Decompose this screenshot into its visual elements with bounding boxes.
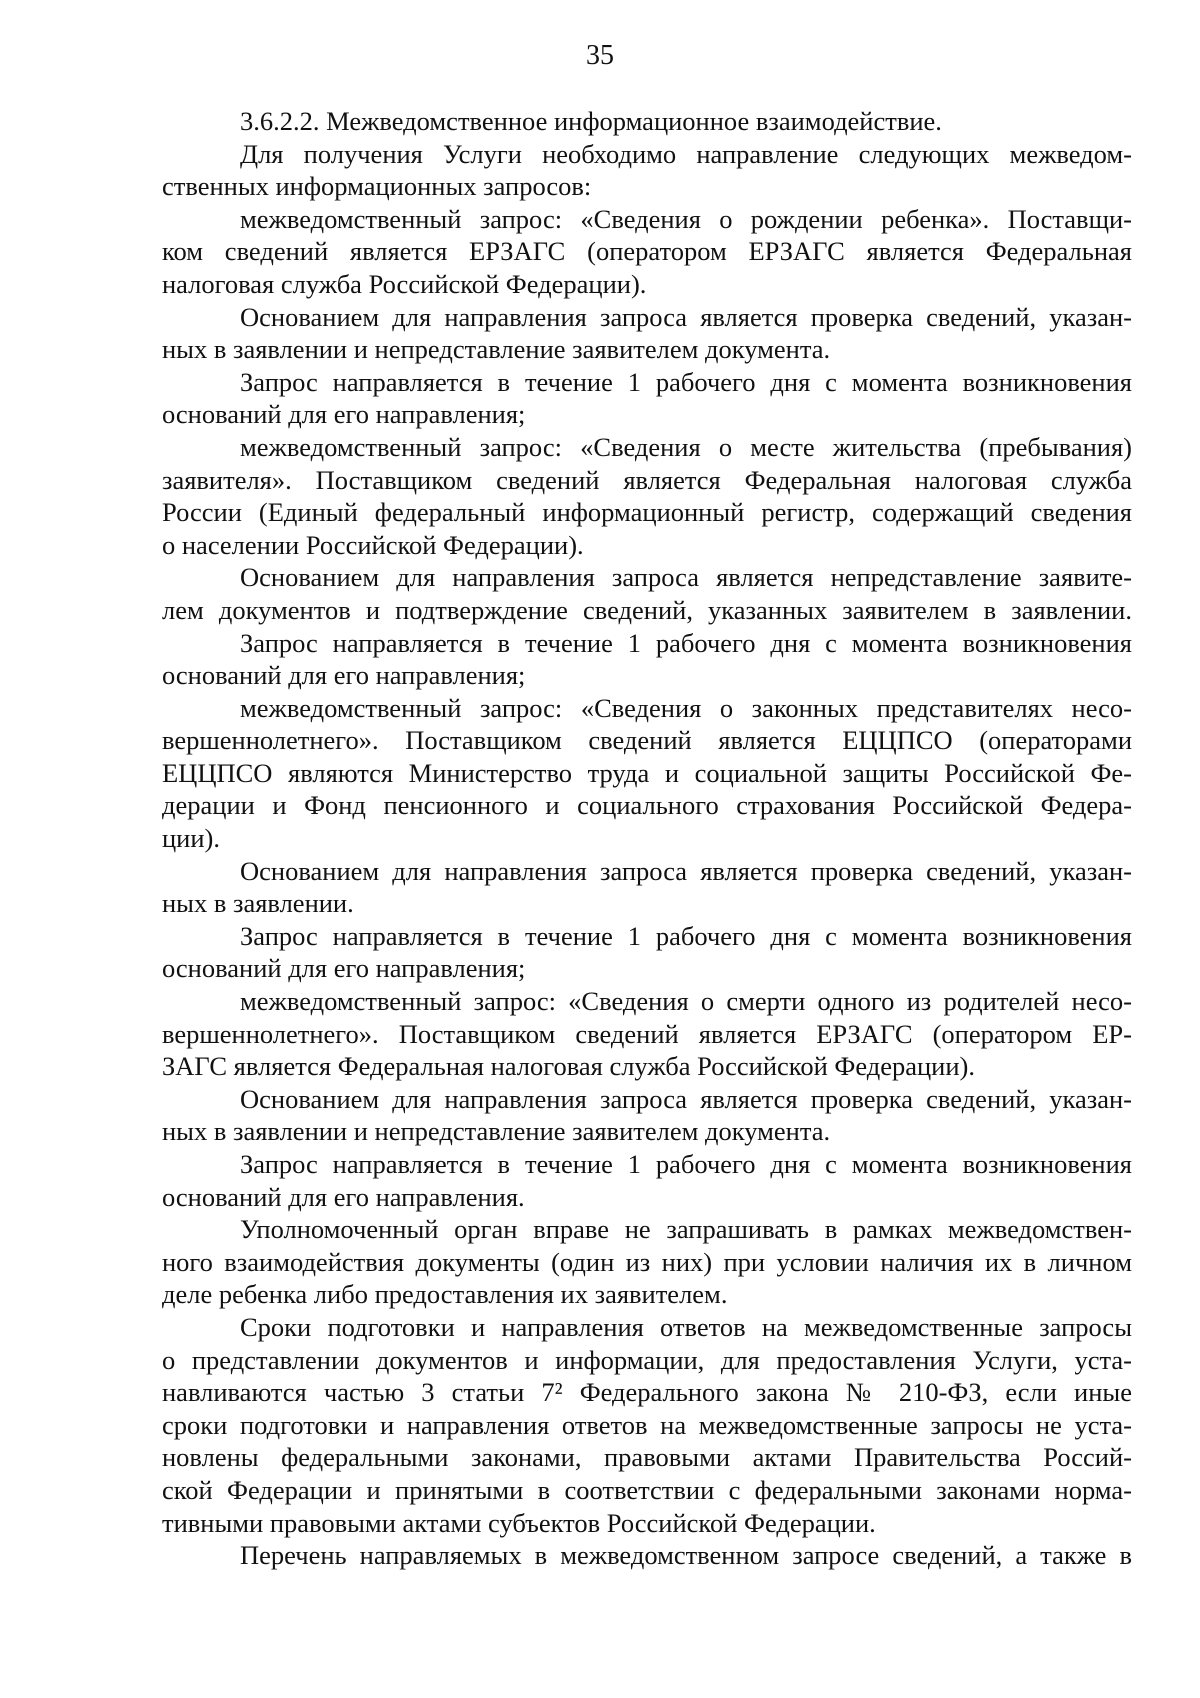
text-line: деле ребенка либо предоставления их заявителем.: [162, 1279, 728, 1310]
text-line: навливаются частью 3 статьи 7² Федерального закона № 210-ФЗ, если иные: [162, 1377, 1132, 1408]
text-line: Запрос направляется в течение 1 рабочего дня с момента возникновения: [240, 366, 1132, 397]
text-line: Сроки подготовки и направления ответов на межведомственные запросы: [240, 1311, 1132, 1342]
text-line: сроки подготовки и направления ответов на межведомственные запросы не уста-: [162, 1409, 1132, 1440]
text-line: ЕЦЦПСО являются Министерство труда и социальной защиты Российской Фе-: [162, 757, 1132, 788]
page-number: 35: [586, 40, 614, 71]
text-line: России (Единый федеральный информационный регистр, содержащий сведения: [162, 497, 1132, 528]
text-line: дерации и Фонд пенсионного и социального страхования Российской Федера-: [162, 790, 1132, 821]
text-line: Уполномоченный орган вправе не запрашивать в рамках межведомствен-: [240, 1214, 1132, 1245]
text-line: ком сведений является ЕРЗАГС (оператором ЕРЗАГС является Федеральная: [162, 236, 1132, 267]
text-line: межведомственный запрос: «Сведения о рождении ребенка». Поставщи-: [240, 203, 1132, 234]
text-line: Основанием для направления запроса является проверка сведений, указан-: [240, 855, 1132, 886]
text-line: лем документов и подтверждение сведений, указанных заявителем в заявлении.: [162, 594, 1132, 625]
text-line: Запрос направляется в течение 1 рабочего дня с момента возникновения: [240, 920, 1132, 951]
text-line: ного взаимодействия документы (один из них) при условии наличия их в личном: [162, 1246, 1132, 1277]
text-line: вершеннолетнего». Поставщиком сведений является ЕРЗАГС (оператором ЕР-: [162, 1018, 1132, 1049]
text-line: ции).: [162, 823, 220, 854]
text-line: межведомственный запрос: «Сведения о законных представителях несо-: [240, 692, 1132, 723]
text-line: новлены федеральными законами, правовыми актами Правительства Россий-: [162, 1442, 1132, 1473]
text-line: Запрос направляется в течение 1 рабочего дня с момента возникновения: [240, 627, 1132, 658]
text-line: Основанием для направления запроса является проверка сведений, указан-: [240, 1083, 1132, 1114]
text-line: ственных информационных запросов:: [162, 171, 592, 202]
text-line: Основанием для направления запроса является непредставление заявите-: [240, 562, 1132, 593]
text-line: Для получения Услуги необходимо направление следующих межведом-: [240, 138, 1132, 169]
text-line: тивными правовыми актами субъектов Российской Федерации.: [162, 1507, 876, 1538]
text-line: оснований для его направления;: [162, 399, 526, 430]
text-line: ской Федерации и принятыми в соответствии с федеральными законами норма-: [162, 1474, 1132, 1505]
text-line: оснований для его направления.: [162, 1181, 525, 1212]
text-line: межведомственный запрос: «Сведения о смерти одного из родителей несо-: [240, 986, 1132, 1017]
text-line: вершеннолетнего». Поставщиком сведений является ЕЦЦПСО (операторами: [162, 725, 1132, 756]
text-line: 3.6.2.2. Межведомственное информационное взаимодействие.: [240, 106, 942, 136]
text-line: оснований для его направления;: [162, 660, 526, 691]
text-line: оснований для его направления;: [162, 953, 526, 984]
text-line: ЗАГС является Федеральная налоговая служба Российской Федерации).: [162, 1051, 975, 1082]
text-line: межведомственный запрос: «Сведения о месте жительства (пребывания): [240, 431, 1132, 462]
text-line: ных в заявлении.: [162, 888, 354, 919]
text-line: о населении Российской Федерации).: [162, 529, 584, 560]
text-line: заявителя». Поставщиком сведений является Федеральная налоговая служба: [162, 464, 1132, 495]
text-line: ных в заявлении и непредставление заявителем документа.: [162, 1116, 831, 1147]
document-body: [162, 105, 1132, 1572]
text-line: Основанием для направления запроса является проверка сведений, указан-: [240, 301, 1132, 332]
text-line: Перечень направляемых в межведомственном запросе сведений, а также в: [240, 1540, 1132, 1571]
text-line: налоговая служба Российской Федерации).: [162, 268, 647, 299]
text-line: Запрос направляется в течение 1 рабочего дня с момента возникновения: [240, 1149, 1132, 1179]
text-line: ных в заявлении и непредставление заявителем документа.: [162, 334, 831, 365]
text-line: о представлении документов и информации, для предоставления Услуги, уста-: [162, 1344, 1132, 1375]
